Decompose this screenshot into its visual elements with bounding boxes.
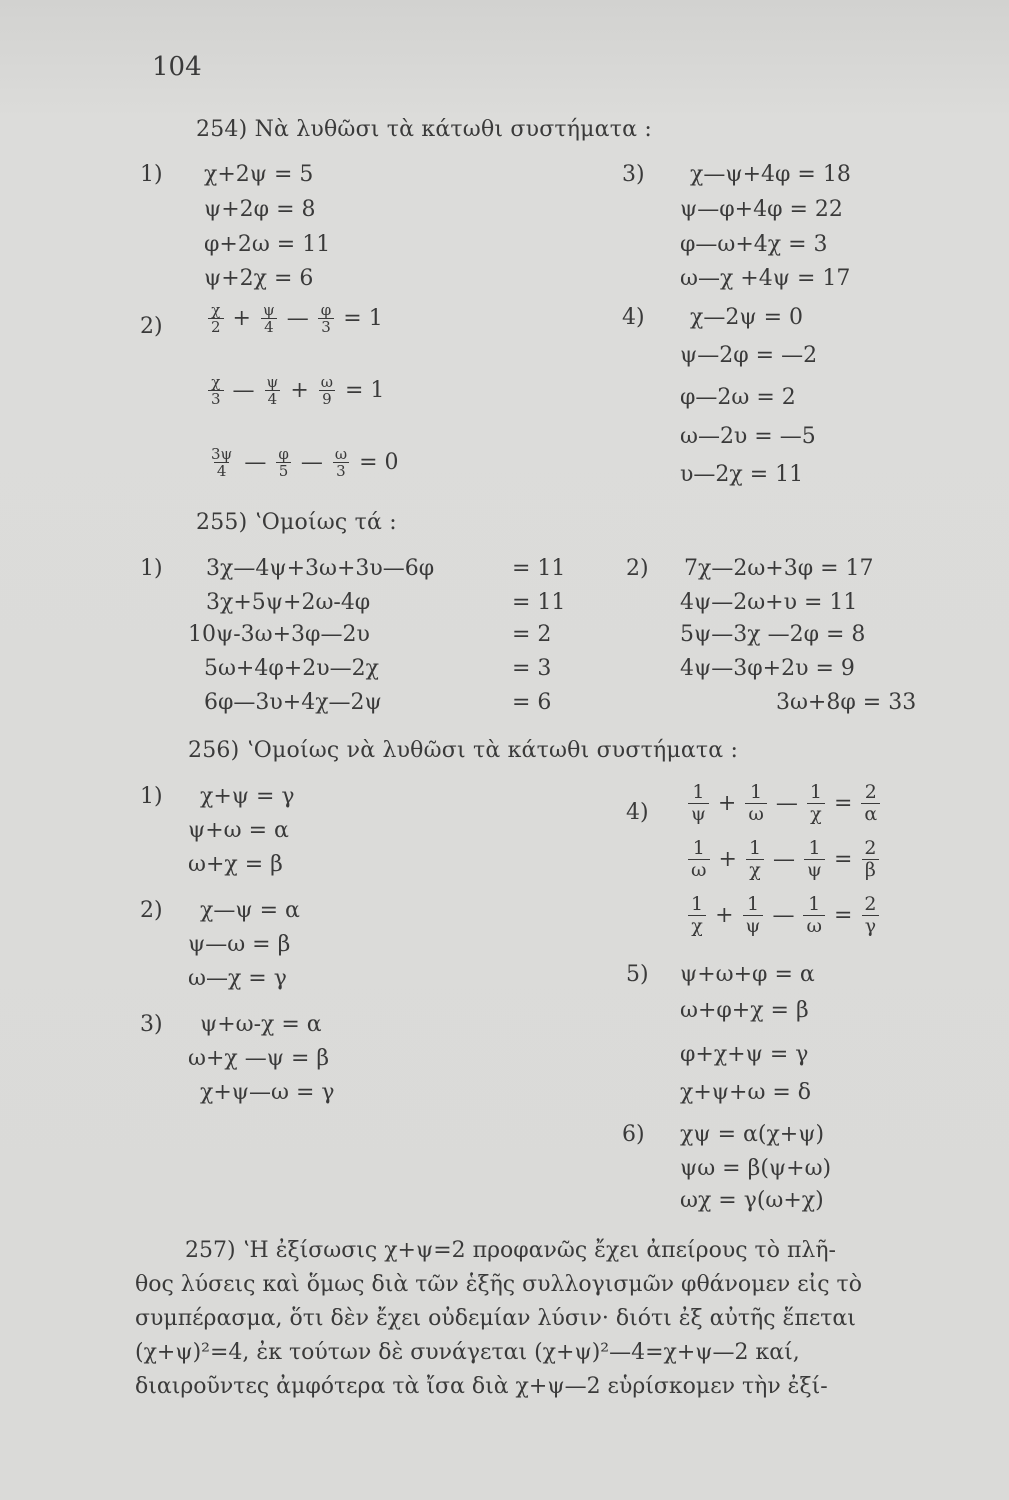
exercise-257-paragraph <box>135 1234 965 1404</box>
equation-line: ψ—φ+4φ = 22 <box>680 197 843 222</box>
equation-line: ψ+ω+φ = α <box>680 962 815 987</box>
fraction-equation: $\frac{1}{\omega}$ + $\frac{1}{\chi}$ — $\frac{1}{\psi}$ = $\frac{2}{\beta}$ <box>684 838 883 881</box>
fraction: $\frac{2}{\alpha}$ <box>861 782 880 825</box>
system-256-5-label: 5) <box>626 962 649 987</box>
exercise-256-heading: 256) ʽΟμοίως νὰ λυθῶσι τὰ κάτωθι συστήματα : <box>188 738 739 763</box>
paragraph-line: θος λύσεις καὶ ὅμως διὰ τῶν ἑξῆς συλλογισμῶν φθάνομεν εἰς τὸ <box>135 1272 862 1297</box>
equation-line: ψ+2χ = 6 <box>204 266 314 291</box>
equation-rhs: = 3 <box>512 656 552 681</box>
equation-rhs: = 11 <box>512 590 566 615</box>
fraction: $\frac{\omega}{9}$ <box>320 373 333 408</box>
equation-line: χ—ψ = α <box>200 898 300 923</box>
equation-line: ψ+2φ = 8 <box>204 197 316 222</box>
paragraph-line: διαιροῦντες ἀμφότερα τὰ ἴσα διὰ χ+ψ—2 εὑρίσκομεν τὴν ἐξί- <box>135 1374 828 1399</box>
fraction: $\frac{1}{\chi}$ <box>807 782 825 825</box>
fraction: $\frac{1}{\omega}$ <box>803 894 825 937</box>
fraction-equation: $\frac{\chi}{3}$ — $\frac{\psi}{4}$ + $\frac{\omega}{9}$ = 1 <box>204 374 389 407</box>
fraction: $\frac{\varphi}{5}$ <box>275 446 292 479</box>
equation-line: ω—2υ = —5 <box>680 424 816 449</box>
fraction-equation: $\frac{1}{\chi}$ + $\frac{1}{\psi}$ — $\frac{1}{\omega}$ = $\frac{2}{\gamma}$ <box>684 894 883 937</box>
equation-line: 3ω+8φ = 33 <box>776 690 917 715</box>
equation-rhs: = 11 <box>512 556 566 581</box>
fraction-equation: $\frac{3\psi}{4}$ — $\frac{\varphi}{5}$ — $\frac{\omega}{3}$ = 0 <box>204 446 404 479</box>
fraction: $\frac{1}{\omega}$ <box>688 838 710 881</box>
fraction: $\frac{1}{\psi}$ <box>743 894 764 937</box>
system-254-3-label: 3) <box>622 162 645 187</box>
equation-lhs: 6φ—3υ+4χ—2ψ <box>204 690 382 715</box>
equation-line: ω—χ = γ <box>188 966 287 991</box>
equation-line: χ+2ψ = 5 <box>204 162 314 187</box>
fraction: $\frac{\psi}{4}$ <box>262 301 275 336</box>
system-256-2-label: 2) <box>140 898 163 923</box>
equation-lhs: 5ω+4φ+2υ—2χ <box>204 656 379 681</box>
paragraph-line: (χ+ψ)²=4, ἐκ τούτων δὲ συνάγεται (χ+ψ)²—4=χ+ψ—2 καί, <box>135 1340 800 1365</box>
equation-line: 5ψ—3χ —2φ = 8 <box>680 622 866 647</box>
equation-line: ωχ = γ(ω+χ) <box>680 1188 824 1213</box>
equation-line: ω+χ = β <box>188 852 283 877</box>
equation-line: χψ = α(χ+ψ) <box>680 1122 825 1147</box>
fraction: $\frac{1}{\omega}$ <box>745 782 767 825</box>
exercise-255-heading: 255) ʽΟμοίως τά : <box>196 510 397 535</box>
equation-line: φ—ω+4χ = 3 <box>680 232 828 257</box>
equation-line: χ+ψ—ω = γ <box>200 1080 335 1105</box>
fraction: $\frac{\chi}{2}$ <box>208 302 224 335</box>
equation-lhs: 3χ+5ψ+2ω-4φ <box>206 590 371 615</box>
equation-line: χ—2ψ = 0 <box>690 305 803 330</box>
equation-lhs: 10ψ-3ω+3φ—2υ <box>188 622 370 647</box>
equation-line: 7χ—2ω+3φ = 17 <box>684 556 874 581</box>
exercise-254-heading: 254) Νὰ λυθῶσι τὰ κάτωθι συστήματα : <box>196 117 652 142</box>
equation-line: υ—2χ = 11 <box>680 462 804 487</box>
system-256-1-label: 1) <box>140 784 163 809</box>
system-255-1-label: 1) <box>140 556 163 581</box>
equation-line: χ+ψ+ω = δ <box>680 1080 812 1105</box>
system-254-4-label: 4) <box>622 305 645 330</box>
equation-line: ψ+ω = α <box>188 818 289 843</box>
fraction: $\frac{\psi}{4}$ <box>266 373 279 408</box>
fraction: $\frac{1}{\chi}$ <box>688 894 706 937</box>
equation-line: φ+χ+ψ = γ <box>680 1042 809 1067</box>
fraction-equation: $\frac{1}{\psi}$ + $\frac{1}{\omega}$ — $\frac{1}{\chi}$ = $\frac{2}{\alpha}$ <box>684 782 884 825</box>
equation-line: ψω = β(ψ+ω) <box>680 1156 832 1181</box>
equation-line: ω+χ —ψ = β <box>188 1046 330 1071</box>
fraction: $\frac{3\psi}{4}$ <box>211 445 233 480</box>
system-256-3-label: 3) <box>140 1012 163 1037</box>
system-256-6-label: 6) <box>622 1122 645 1147</box>
equation-lhs: 3χ—4ψ+3ω+3υ—6φ <box>206 556 435 581</box>
equation-line: ω+φ+χ = β <box>680 998 809 1023</box>
fraction-equation: $\frac{\chi}{2}$ + $\frac{\psi}{4}$ — $\frac{\varphi}{3}$ = 1 <box>204 302 388 335</box>
equation-line: 4ψ—3φ+2υ = 9 <box>680 656 855 681</box>
equation-line: χ—ψ+4φ = 18 <box>690 162 851 187</box>
equation-line: ψ—2φ = —2 <box>680 343 818 368</box>
paragraph-line: συμπέρασμα, ὅτι δὲν ἔχει οὐδεμίαν λύσιν· διότι ἐξ αὐτῆς ἕπεται <box>135 1306 856 1331</box>
equation-line: φ+2ω = 11 <box>204 232 331 257</box>
fraction: $\frac{1}{\psi}$ <box>688 782 709 825</box>
equation-line: ψ—ω = β <box>188 932 291 957</box>
equation-line: χ+ψ = γ <box>200 784 295 809</box>
equation-line: ψ+ω-χ = α <box>200 1012 322 1037</box>
fraction: $\frac{\chi}{3}$ <box>208 374 224 407</box>
equation-line: 4ψ—2ω+υ = 11 <box>680 590 858 615</box>
fraction: $\frac{\omega}{3}$ <box>334 445 348 480</box>
fraction: $\frac{1}{\chi}$ <box>746 838 764 881</box>
system-254-2-label: 2) <box>140 314 163 339</box>
system-255-2-label: 2) <box>626 556 649 581</box>
fraction: $\frac{2}{\beta}$ <box>861 838 879 881</box>
fraction: $\frac{\varphi}{3}$ <box>318 302 335 335</box>
system-256-4-label: 4) <box>626 800 649 825</box>
equation-rhs: = 6 <box>512 690 552 715</box>
fraction: $\frac{2}{\gamma}$ <box>861 894 879 937</box>
fraction: $\frac{1}{\psi}$ <box>804 838 825 881</box>
equation-line: φ—2ω = 2 <box>680 385 796 410</box>
equation-rhs: = 2 <box>512 622 552 647</box>
equation-line: ω—χ +4ψ = 17 <box>680 266 851 291</box>
page-number: 104 <box>152 52 202 82</box>
paragraph-line: 257) ʽΗ ἐξίσωσις χ+ψ=2 προφανῶς ἔχει ἀπείρους τὸ πλῆ- <box>185 1238 836 1263</box>
system-254-1-label: 1) <box>140 162 163 187</box>
